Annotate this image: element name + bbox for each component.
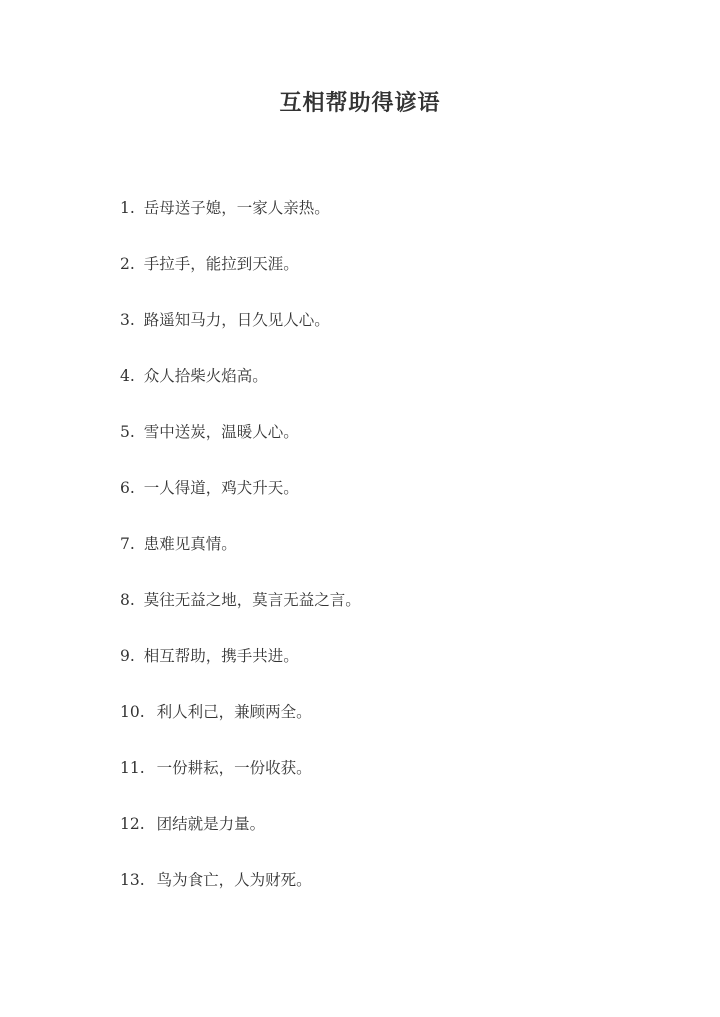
list-item <box>120 532 680 588</box>
list-item <box>120 588 680 644</box>
list-item <box>120 196 680 252</box>
item-text: 手拉手，能拉到天涯。 <box>143 255 299 273</box>
item-text: 雪中送炭，温暖人心。 <box>143 423 299 441</box>
proverb-list <box>120 196 680 924</box>
item-text: 相互帮助，携手共进。 <box>143 647 299 665</box>
list-item <box>120 644 680 700</box>
list-item <box>120 308 680 364</box>
item-number: 13. <box>120 871 145 889</box>
item-text: 患难见真情。 <box>143 535 237 553</box>
list-item <box>120 868 680 924</box>
list-item <box>120 812 680 868</box>
item-number: 2. <box>120 255 135 273</box>
item-number: 9. <box>120 647 135 665</box>
item-number: 12. <box>120 815 145 833</box>
item-number: 7. <box>120 535 135 553</box>
item-text: 鸟为食亡，人为财死。 <box>156 871 312 889</box>
item-text: 团结就是力量。 <box>156 815 266 833</box>
list-item <box>120 700 680 756</box>
item-text: 一人得道，鸡犬升天。 <box>143 479 299 497</box>
item-text: 利人利己，兼顾两全。 <box>156 703 312 721</box>
item-number: 6. <box>120 479 135 497</box>
item-text: 路遥知马力，日久见人心。 <box>143 311 330 329</box>
list-item <box>120 364 680 420</box>
item-number: 5. <box>120 423 135 441</box>
item-number: 10. <box>120 703 145 721</box>
list-item <box>120 252 680 308</box>
item-text: 众人拾柴火焰高。 <box>143 367 268 385</box>
item-number: 3. <box>120 311 135 329</box>
document-title: 互相帮助得谚语 <box>279 90 441 116</box>
item-number: 4. <box>120 367 135 385</box>
item-text: 岳母送子媳，一家人亲热。 <box>143 199 330 217</box>
list-item <box>120 476 680 532</box>
item-number: 11. <box>120 759 145 777</box>
item-number: 8. <box>120 591 135 609</box>
list-item <box>120 420 680 476</box>
item-text: 一份耕耘，一份收获。 <box>156 759 312 777</box>
item-number: 1. <box>120 199 135 217</box>
list-item <box>120 756 680 812</box>
item-text: 莫往无益之地，莫言无益之言。 <box>143 591 361 609</box>
